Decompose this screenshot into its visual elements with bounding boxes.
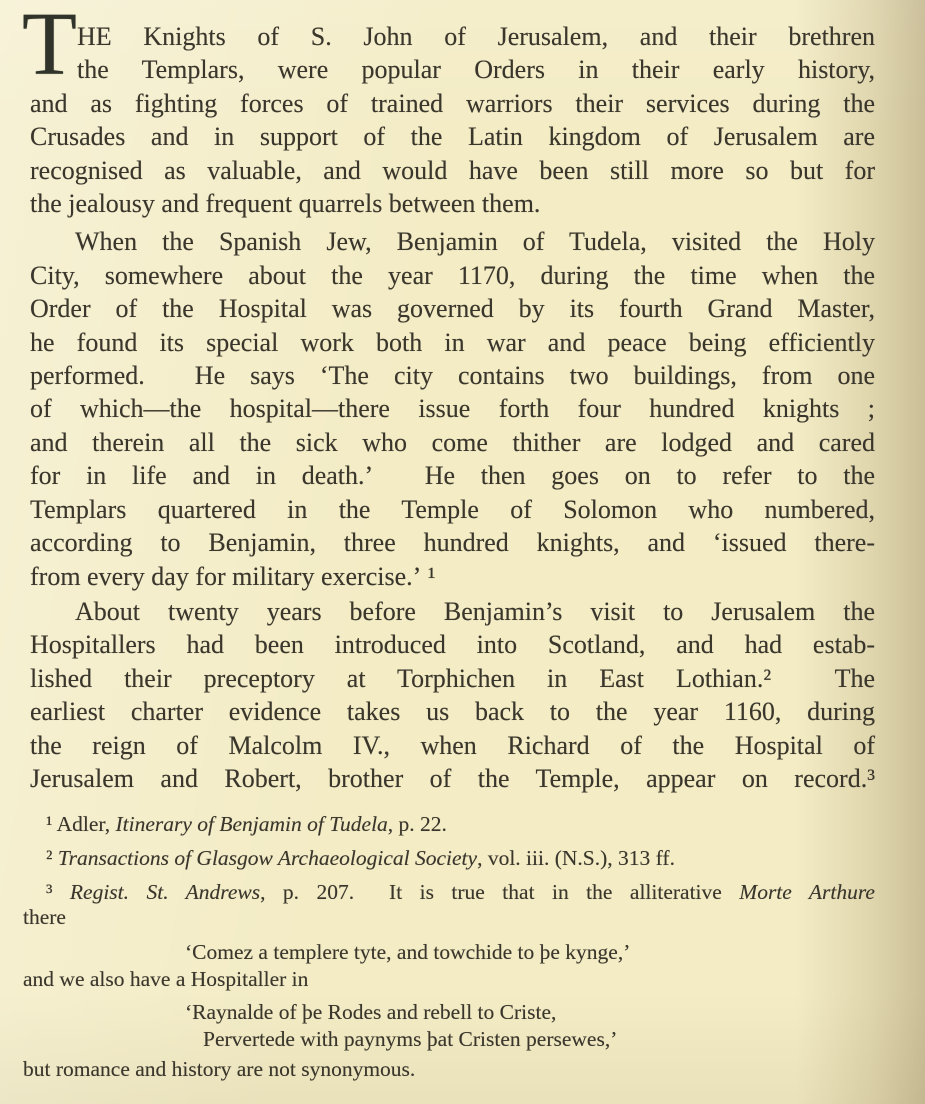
footnote-1-post: , p. 22.: [387, 812, 447, 837]
body-line: recognised as valuable, and would have been still more so but for: [30, 155, 875, 185]
paragraph-3: [30, 595, 875, 795]
body-line: Templars quartered in the Temple of Solomon who numbered,: [30, 494, 875, 524]
footnote-2-pre: ²: [46, 846, 58, 871]
body-line: Hospitallers had been introduced into Scotland, and had estab-: [30, 630, 875, 660]
footnote-verse-quote-1: ‘Comez a templere tyte, and towchide to þe kynge,’: [185, 940, 631, 965]
body-line: About twenty years before Benjamin’s visit to Jerusalem the: [75, 596, 875, 626]
footnote-3-line-1: [23, 880, 875, 905]
footnote-3-title-2: Morte Arthure: [739, 880, 875, 905]
text-block: [22, 0, 875, 1082]
body-line: HE Knights of S. John of Jerusalem, and their brethren: [77, 22, 875, 51]
body-line: he found its special work both in war and peace being efficiently: [30, 327, 875, 357]
body-line: according to Benjamin, three hundred knights, and ‘issued there-: [30, 528, 875, 558]
drop-cap: T: [22, 0, 77, 94]
footnote-verse-quote-2-line-2: Pervertede with paynyms þat Cristen persewes,’: [203, 1027, 618, 1052]
body-line: and therein all the sick who come thither are lodged and cared: [30, 427, 875, 457]
body-line: of which—the hospital—there issue forth four hundred knights ;: [30, 394, 875, 424]
body-line: the Templars, were popular Orders in their early history,: [77, 55, 875, 85]
footnotes-block: [23, 812, 875, 1082]
body-line: the jealousy and frequent quarrels between them.: [30, 189, 541, 219]
body-line: for in life and in death.’ He then goes on to refer to the: [30, 461, 875, 491]
footnote-2-post: , vol. iii. (N.S.), 313 ff.: [477, 846, 675, 871]
footnote-verse-quote-2-line-1: ‘Raynalde of þe Rodes and rebell to Criste,: [185, 1000, 557, 1025]
footnote-1: [23, 812, 875, 837]
body-line: lished their preceptory at Torphichen in East Lothian.² The: [30, 663, 875, 693]
body-line: from every day for military exercise.’ ¹: [30, 561, 436, 591]
body-line: the reign of Malcolm IV., when Richard of the Hospital of: [30, 730, 875, 760]
footnote-1-pre: ¹ Adler,: [46, 812, 116, 837]
footnote-between-text: and we also have a Hospitaller in: [23, 967, 309, 992]
footnote-3-line-2: there: [23, 905, 66, 930]
footnote-3-mid: , p. 207. It is true that in the alliterative: [260, 880, 740, 905]
body-line: earliest charter evidence takes us back to the year 1160, during: [30, 697, 875, 727]
footnote-1-title: Itinerary of Benjamin of Tudela: [115, 812, 388, 837]
body-line: When the Spanish Jew, Benjamin of Tudela, visited the Holy: [75, 227, 875, 257]
footnote-2-title: Transactions of Glasgow Archaeological Society: [57, 846, 478, 871]
body-line: Order of the Hospital was governed by its fourth Grand Master,: [30, 294, 875, 324]
footnote-3-pre: ³: [46, 880, 70, 905]
body-line: Crusades and in support of the Latin kingdom of Jerusalem are: [30, 122, 875, 152]
body-line: and as fighting forces of trained warriors their services during the: [30, 88, 875, 118]
body-line: City, somewhere about the year 1170, during the time when the: [30, 260, 875, 290]
body-line: Jerusalem and Robert, brother of the Temple, appear on record.³: [30, 763, 875, 793]
paragraph-1: [22, 0, 875, 220]
footnote-closing-text: but romance and history are not synonymous.: [23, 1057, 416, 1082]
paragraph-2: [30, 225, 875, 592]
footnote-2: [23, 846, 875, 871]
footnote-3-title-1: Regist. St. Andrews: [69, 880, 261, 905]
body-line: performed. He says ‘The city contains two buildings, from one: [30, 361, 875, 391]
